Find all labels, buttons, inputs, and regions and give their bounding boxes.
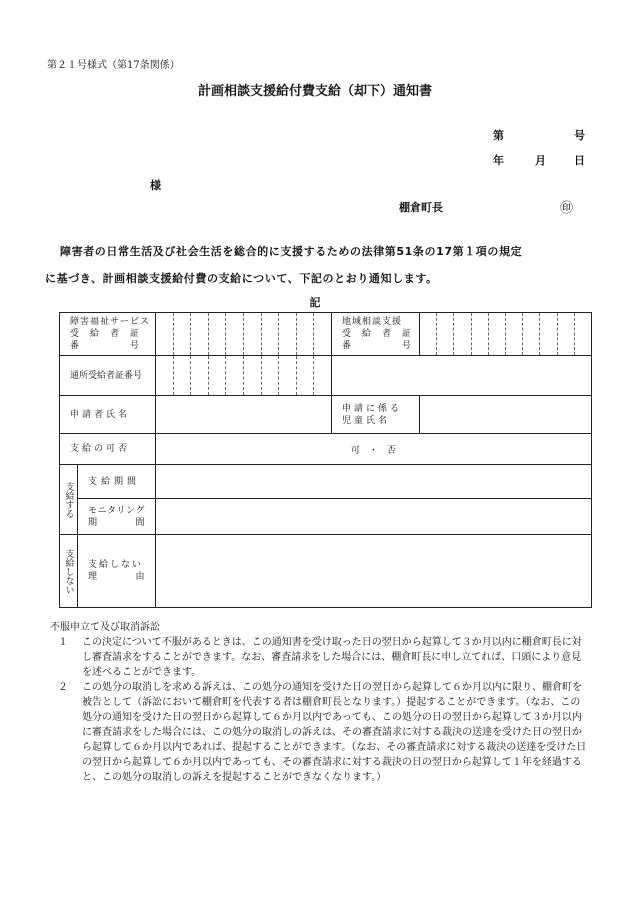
- service-cert-label: [60, 313, 156, 356]
- body-line-2: に基づき、計画相談支援給付費の支給について、下記のとおり通知します。: [45, 272, 438, 285]
- service-cert-input[interactable]: [156, 313, 332, 356]
- note-item-2: ２ この処分の取消しを求める訴えは、この処分の通知を受けた日の翌日から起算して６か月以内に限り、棚倉町を被告として（訴訟において棚倉町を代表する者は棚倉町長となります。）提起することができます。（なお、この処分の通知を受けた日の翌日から起算して６か月以内であっても、この処分の日の翌日から起算して３か月以内に審査請求をした場合には、この処分の取消しの訴えは、その審査請求に対する裁決の送達を受けた日の翌日から起算して６か月以内であれば、提起することができます。（なお、その審査請求に対する裁決の送達を受けた日の翌日から起算して６か月以内であっても、その審査請求に対する裁決の日の翌日から起算して１年を経過すると、この処分の取消しの訴えを提起することができなくなります。）: [58, 682, 587, 783]
- decision-row: [60, 434, 592, 465]
- monitoring-row: [60, 499, 592, 535]
- note-item-1: １ この決定について不服があるときは、この通知書を受け取った日の翌日から起算して３か月以内に棚倉町長に対し審査請求をすることができます。なお、審査請求をした場合には、棚倉町長に申し立てれば、口頭により意見を述べることができます。: [58, 637, 582, 678]
- monitoring-label: モニタリング 期 間: [78, 499, 156, 535]
- service-cert-line2: 受 給 者 証: [70, 329, 141, 339]
- monitoring-field[interactable]: [156, 499, 592, 535]
- period-field[interactable]: [156, 465, 592, 499]
- service-cert-line3: 番 号: [70, 341, 141, 351]
- issuer-name: 棚倉町長: [399, 201, 443, 214]
- appeal-notes: [50, 620, 590, 785]
- applicant-label: 申請者氏名: [60, 396, 156, 434]
- tsusho-input[interactable]: [156, 356, 332, 396]
- community-cert-line1: 地域相談支援: [342, 317, 403, 327]
- document-title: 計画相談支援給付費支給（却下）通知書: [197, 84, 432, 99]
- body-line-1: 障害者の日常生活及び社会生活を総合的に支援するための法律第51条の17第１項の規定: [60, 245, 523, 258]
- seal-mark: ㊞: [560, 201, 574, 216]
- applicant-name-field[interactable]: [156, 396, 332, 434]
- reason-label: 支給しない 理 由: [78, 535, 156, 608]
- community-cert-label: [332, 313, 420, 356]
- date-year: 年: [493, 154, 504, 167]
- decision-label: 支給の可否: [60, 434, 156, 465]
- applicant-row: [60, 396, 592, 434]
- tsusho-blank: [332, 356, 592, 396]
- tsusho-row: [60, 356, 592, 396]
- community-cert-input[interactable]: [420, 313, 592, 356]
- group-deny-label: 支給しない: [60, 535, 78, 608]
- child-name-field[interactable]: [420, 396, 592, 434]
- cert-number-row: [60, 313, 592, 356]
- date-day: 日: [574, 154, 585, 167]
- group-grant-label: 支給する: [60, 465, 78, 535]
- child-label: 申請に係る 児童氏名: [332, 396, 420, 434]
- decision-value[interactable]: 可 ・ 否: [156, 434, 592, 465]
- period-row: [60, 465, 592, 499]
- form-number: 第２１号様式（第17条関係）: [47, 60, 180, 71]
- ki-heading: 記: [309, 296, 321, 309]
- community-cert-line2: 受 給 者 証: [342, 329, 413, 339]
- date-month: 月: [535, 154, 546, 167]
- addressee-suffix: 様: [150, 179, 161, 192]
- tsusho-label: 通所受給者証番号: [60, 356, 156, 396]
- service-cert-line1: 障害福祉サービス: [70, 317, 151, 327]
- notes-heading: 不服申立て及び取消訴訟: [50, 622, 160, 633]
- period-label: 支給期間: [78, 465, 156, 499]
- reason-row: [60, 535, 592, 608]
- community-cert-line3: 番 号: [342, 341, 413, 351]
- number-label-right: 号: [574, 129, 585, 142]
- number-label-left: 第: [493, 129, 504, 142]
- reason-field[interactable]: [156, 535, 592, 608]
- application-form-table: [59, 312, 592, 608]
